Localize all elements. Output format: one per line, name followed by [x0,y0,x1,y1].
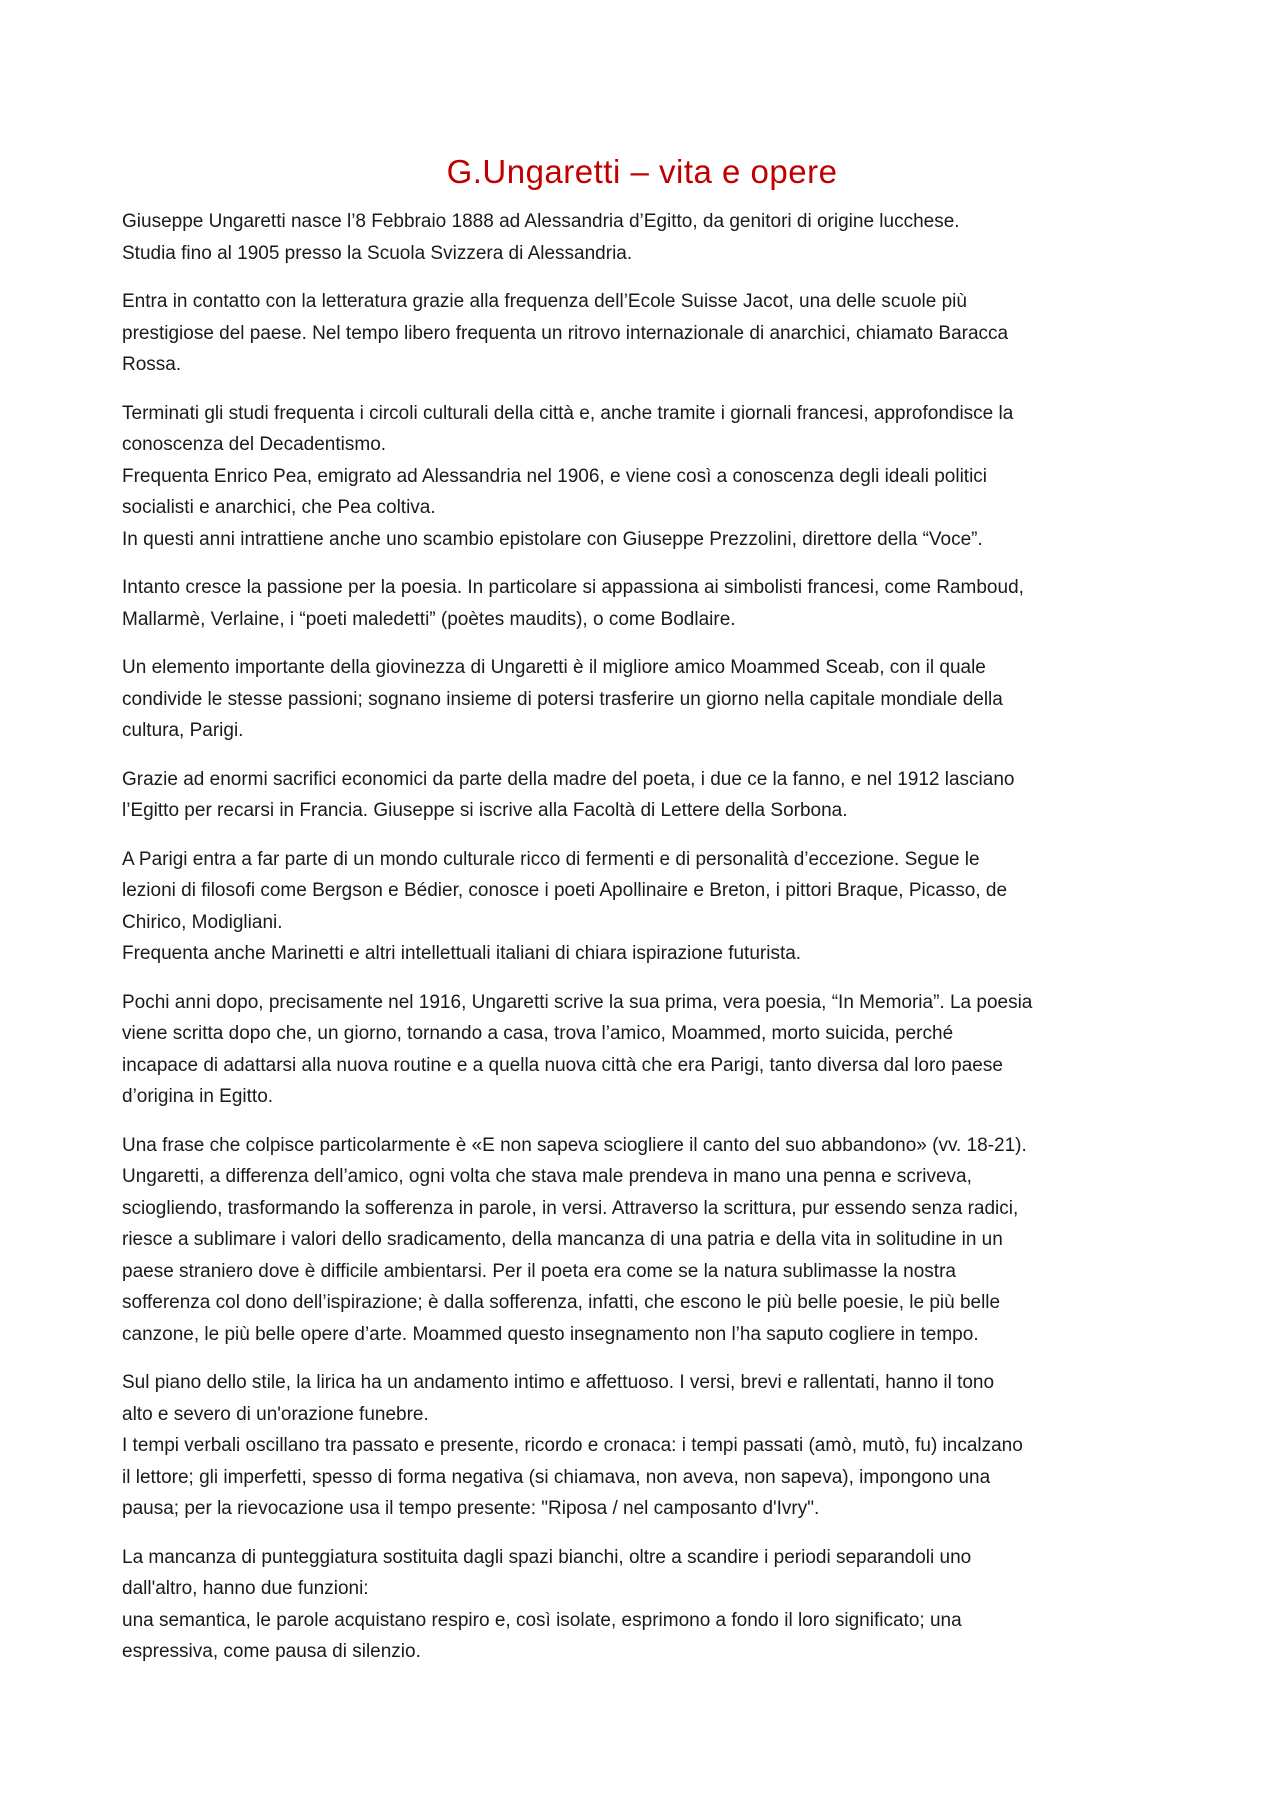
text-line: I tempi verbali oscillano tra passato e presente, ricordo e cronaca: i tempi passati (amò, mutò, fu) incalzano [122,1435,1023,1456]
text-line: In questi anni intrattiene anche uno scambio epistolare con Giuseppe Prezzolini, direttore della “Voce”. [122,528,983,550]
text-line: Entra in contatto con la letteratura grazie alla frequenza dell’Ecole Suisse Jacot, una delle scuole più [122,291,967,312]
text-line: incapace di adattarsi alla nuova routine e a quella nuova città che era Parigi, tanto diversa dal loro paese [122,1054,1003,1076]
text-line: Grazie ad enormi sacrifici economici da parte della madre del poeta, i due ce la fanno, e nel 1912 lasciano [122,768,1015,790]
text-line: Una frase che colpisce particolarmente è «E non sapeva sciogliere il canto del suo abbandono» (vv. 18-21). [122,1134,1027,1156]
text-line: Giuseppe Ungaretti nasce l’8 Febbraio 1888 ad Alessandria d’Egitto, da genitori di origine lucchese. [122,211,960,232]
text-line: condivide le stesse passioni; sognano insieme di potersi trasferire un giorno nella capitale mondiale della [122,688,1003,710]
text-line: sofferenza col dono dell’ispirazione; è dalla sofferenza, infatti, che escono le più belle poesie, le più belle [122,1292,1001,1313]
text-line: La mancanza di punteggiatura sostituita dagli spazi bianchi, oltre a scandire i periodi separandoli uno [122,1546,972,1568]
text-line: d’origina in Egitto. [122,1086,274,1107]
document-title: G.Ungaretti – vita e opere [446,153,838,190]
text-line: Terminati gli studi frequenta i circoli culturali della città e, anche tramite i giornali francesi, approfondisce la [122,402,1014,424]
paragraph [122,286,1162,381]
text-line: prestigiose del paese. Nel tempo libero frequenta un ritrovo internazionale di anarchici, chiamato Baracca [122,322,1009,344]
text-line: Intanto cresce la passione per la poesia. In particolare si appassiona ai simbolisti francesi, come Ramboud, [122,577,1024,598]
text-line: sciogliendo, trasformando la sofferenza in parole, in versi. Attraverso la scrittura, pur essendo senza radici, [122,1197,1019,1219]
paragraph [122,572,1162,635]
text-line: Sul piano dello stile, la lirica ha un andamento intimo e affettuoso. I versi, brevi e rallentati, hanno il tono [122,1372,995,1393]
text-line: Chirico, Modigliani. [122,911,283,933]
text-line: socialisti e anarchici, che Pea coltiva. [122,497,436,518]
text-line: riesce a sublimare i valori dello sradicamento, della mancanza di una patria e della vita in solitudine in un [122,1229,1003,1250]
paragraph [122,764,1162,827]
paragraph [122,987,1162,1113]
text-line: alto e severo di un'orazione funebre. [122,1403,429,1425]
text-line: Un elemento importante della giovinezza di Ungaretti è il migliore amico Moammed Sceab, con il quale [122,657,986,678]
document-body [122,206,1162,1668]
text-line: il lettore; gli imperfetti, spesso di forma negativa (si chiamava, non aveva, non sapeva), impongono una [122,1466,991,1488]
text-line: Frequenta anche Marinetti e altri intellettuali italiani di chiara ispirazione futurista. [122,943,802,964]
text-line: canzone, le più belle opere d’arte. Moammed questo insegnamento non l’ha saputo cogliere in tempo. [122,1323,979,1345]
text-line: dall'altro, hanno due funzioni: [122,1578,369,1599]
text-line: cultura, Parigi. [122,720,244,741]
text-line: A Parigi entra a far parte di un mondo culturale ricco di fermenti e di personalità d’eccezione. Segue le [122,848,980,870]
text-line: Ungaretti, a differenza dell’amico, ogni volta che stava male prendeva in mano una penna e scriveva, [122,1166,972,1187]
text-line: Rossa. [122,354,182,375]
text-line: viene scritta dopo che, un giorno, tornando a casa, trova l’amico, Moammed, morto suicida, perché [122,1023,954,1044]
paragraph [122,1542,1162,1668]
text-line: Studia fino al 1905 presso la Scuola Svizzera di Alessandria. [122,242,633,264]
text-line: conoscenza del Decadentismo. [122,434,387,455]
text-line: paese straniero dove è difficile ambientarsi. Per il poeta era come se la natura sublimasse la nostra [122,1260,956,1282]
text-line: Pochi anni dopo, precisamente nel 1916, Ungaretti scrive la sua prima, vera poesia, “In Memoria”. La poesia [122,991,1033,1013]
paragraph [122,652,1162,747]
text-line: l’Egitto per recarsi in Francia. Giuseppe si iscrive alla Facoltà di Lettere della Sorbona. [122,800,848,821]
text-line: Mallarmè, Verlaine, i “poeti maledetti” (poètes maudits), o come Bodlaire. [122,608,736,630]
paragraph [122,206,1162,269]
text-line: lezioni di filosofi come Bergson e Bédier, conosce i poeti Apollinaire e Breton, i pittori Braque, Picasso, de [122,880,1008,901]
text-line: espressiva, come pausa di silenzio. [122,1641,421,1662]
paragraph [122,1130,1162,1351]
paragraph [122,398,1162,556]
document-page [122,148,1162,1685]
text-line: una semantica, le parole acquistano respiro e, così isolate, esprimono a fondo il loro significato; una [122,1609,962,1631]
text-line: Frequenta Enrico Pea, emigrato ad Alessandria nel 1906, e viene così a conoscenza degli ideali politici [122,465,988,487]
paragraph [122,1367,1162,1525]
text-line: pausa; per la rievocazione usa il tempo presente: "Riposa / nel camposanto d'Ivry". [122,1498,820,1519]
paragraph [122,844,1162,970]
